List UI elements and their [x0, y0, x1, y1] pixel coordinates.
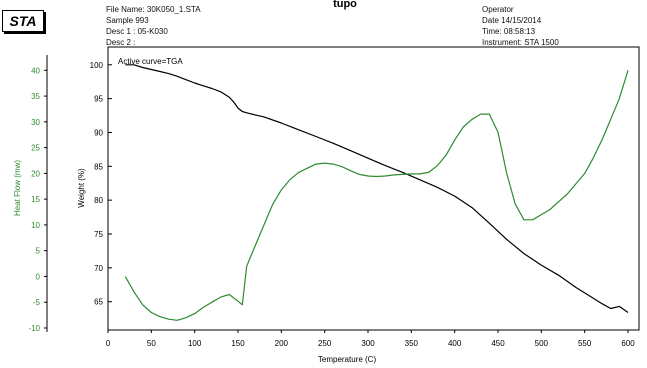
- weight-tick-label: 75: [94, 230, 103, 239]
- heat-tick-label: 15: [31, 195, 40, 205]
- x-tick-label: 0: [105, 339, 111, 348]
- chart-title: tupo: [333, 0, 357, 10]
- weight-tick-label: 80: [94, 196, 103, 206]
- weight-tick-label: 65: [94, 297, 103, 307]
- heat-tick-label: 5: [35, 246, 40, 256]
- weight-tick-label: 70: [94, 263, 103, 273]
- weight-axis-label: Weight (%): [77, 168, 86, 208]
- instrument-line: Instrument: STA 1500: [482, 38, 559, 47]
- x-tick-label: 350: [404, 339, 419, 348]
- heat-tick-label: 0: [35, 272, 40, 282]
- x-axis-label: Temperature (C): [317, 355, 377, 364]
- heat-tick-label: 30: [31, 117, 40, 127]
- heat-tick-label: -5: [32, 298, 40, 308]
- heat-tick-label: 35: [31, 92, 40, 102]
- x-tick-label: 200: [274, 339, 289, 348]
- weight-tick-label: 95: [94, 94, 103, 104]
- x-tick-label: 50: [146, 339, 156, 348]
- x-tick-label: 450: [491, 339, 505, 348]
- desc2-line: Desc 2 :: [106, 38, 136, 47]
- x-tick-label: 400: [447, 339, 462, 348]
- series-line-tga: [125, 65, 628, 313]
- x-tick-label: 550: [577, 339, 592, 348]
- heat-tick-label: 25: [31, 143, 40, 153]
- date-line: Date 14/15/2014: [482, 16, 542, 25]
- heat-flow-axis-label: Heat Flow (mw): [13, 159, 22, 217]
- active-curve-label: Active curve=TGA: [118, 57, 183, 66]
- time-line: Time: 08:58:13: [482, 27, 536, 36]
- x-tick-label: 500: [534, 339, 549, 348]
- heat-tick-label: -10: [28, 324, 40, 333]
- desc1-line: Desc 1 : 05-K030: [106, 27, 168, 36]
- x-tick-label: 600: [621, 339, 635, 348]
- heat-tick-label: 20: [31, 169, 40, 179]
- file-name-line: File Name: 30K050_1.STA: [106, 5, 201, 14]
- x-tick-label: 150: [231, 339, 245, 348]
- plot-frame: [108, 47, 639, 330]
- x-tick-label: 100: [187, 339, 202, 348]
- app-logo: STA: [2, 10, 44, 32]
- weight-tick-label: 90: [94, 128, 103, 138]
- operator-line: Operator: [482, 5, 514, 14]
- weight-tick-label: 100: [89, 60, 103, 70]
- heat-tick-label: 10: [31, 220, 40, 230]
- x-tick-label: 300: [361, 339, 375, 348]
- series-line-dsc: [125, 70, 628, 320]
- weight-tick-label: 85: [94, 162, 103, 172]
- heat-tick-label: 40: [31, 66, 40, 76]
- x-tick-label: 250: [317, 339, 332, 348]
- sample-line: Sample 993: [106, 16, 149, 25]
